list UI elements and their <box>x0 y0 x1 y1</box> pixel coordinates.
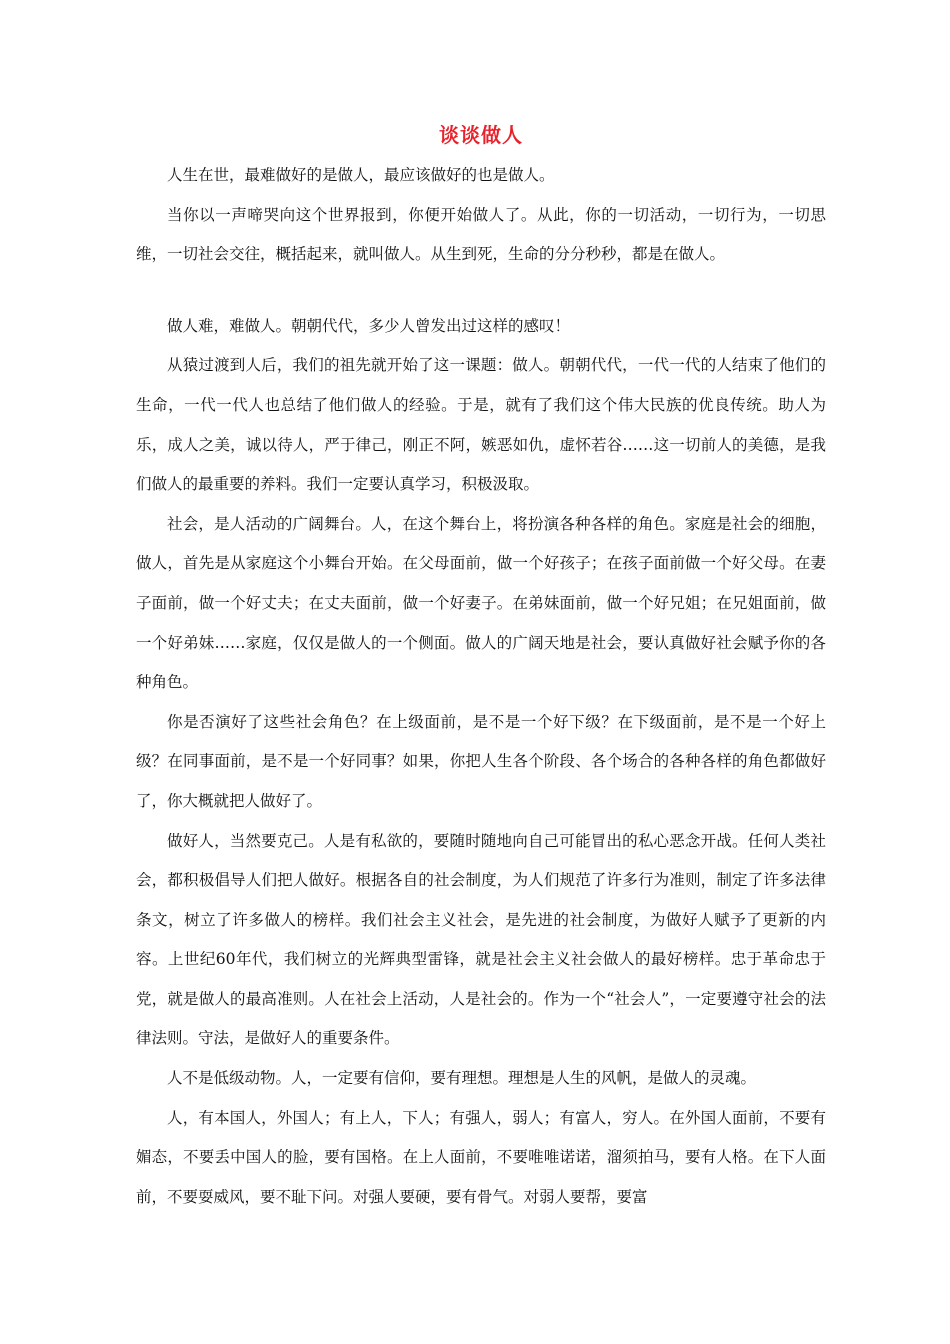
paragraph-3: 做人难，难做人。朝朝代代，多少人曾发出过这样的感叹！ <box>167 316 571 335</box>
paragraph-1: 人生在世，最难做好的是做人，最应该做好的也是做人。 <box>167 166 555 184</box>
article-body <box>136 116 826 1217</box>
paragraph-8: 人不是低级动物。人，一定要有信仰，要有理想。理想是人生的风帆，是做人的灵魂。 <box>167 1069 757 1088</box>
paragraph-5: 社会，是人活动的广阔舞台。人，在这个舞台上，将扮演各种各样的角色。家庭是社会的细胞，做人，首先是从家庭这个小舞台开始。在父母面前，做一个好孩子；在孩子面前做一个好父母。在妻子面前，做一个好丈夫；在丈夫面前，做一个好妻子。在弟妹面前，做一个好兄姐；在兄姐面前，做一个好弟妹……家庭，仅仅是做人的一个侧面。做人的广阔天地是社会，要认真做好社会赋予你的各种角色。 <box>136 514 826 692</box>
paragraph-2: 当你以一声啼哭向这个世界报到，你便开始做人了。从此，你的一切活动，一切行为，一切思维，一切社会交往，概括起来，就叫做人。从生到死，生命的分分秒秒，都是在做人。 <box>136 205 826 264</box>
paragraph-9: 人，有本国人，外国人；有上人，下人；有强人，弱人；有富人，穷人。在外国人面前，不要有媚态，不要丢中国人的脸，要有国格。在上人面前，不要唯唯诺诺，溜须拍马，要有人格。在下人面前，不要耍威风，要不耻下问。对强人要硬，要有骨气。对弱人要帮，要富 <box>136 1108 826 1206</box>
paragraph-4: 从猿过渡到人后，我们的祖先就开始了这一课题：做人。朝朝代代，一代一代的人结束了他们的生命，一代一代人也总结了他们做人的经验。于是，就有了我们这个伟大民族的优良传统。助人为乐，成人之美，诚以待人，严于律己，刚正不阿，嫉恶如仇，虚怀若谷……这一切前人的美德，是我们做人的最重要的养料。我们一定要认真学习，积极汲取。 <box>136 356 826 494</box>
paragraph-spacer <box>136 275 826 307</box>
article-title: 谈谈做人 <box>439 123 523 147</box>
paragraph-6: 你是否演好了这些社会角色？在上级面前，是不是一个好下级？在下级面前，是不是一个好上级？在同事面前，是不是一个好同事？如果，你把人生各个阶段、各个场合的各种各样的角色都做好了，你大概就把人做好了。 <box>136 712 826 810</box>
paragraph-7: 做好人，当然要克己。人是有私欲的，要随时随地向自己可能冒出的私心恶念开战。任何人类社会，都积极倡导人们把人做好。根据各自的社会制度，为人们规范了许多行为准则，制定了许多法律条文，树立了许多做人的榜样。我们社会主义社会，是先进的社会制度，为做好人赋予了更新的内容。上世纪60年代，我们树立的光辉典型雷锋，就是社会主义社会做人的最好榜样。忠于革命忠于党，就是做人的最高准则。人在社会上活动，人是社会的。作为一个“社会人”，一定要遵守社会的法律法则。守法，是做好人的重要条件。 <box>136 831 826 1048</box>
